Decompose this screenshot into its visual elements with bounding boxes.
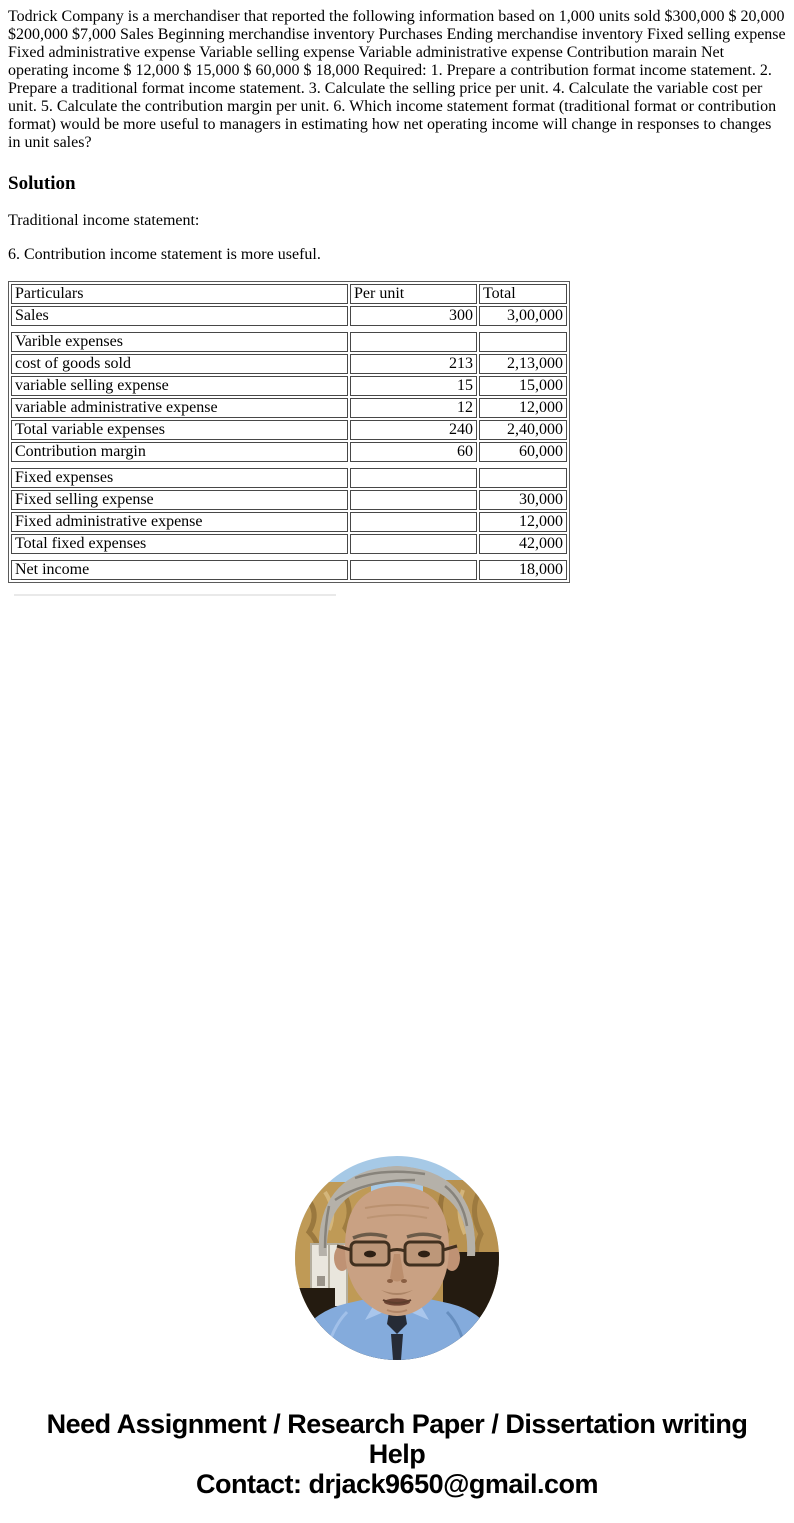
cell-label: Contribution margin <box>11 442 348 462</box>
row-variable-administrative-expense <box>11 398 567 418</box>
cell-per-unit <box>350 534 477 554</box>
table-group-fixed-expenses <box>9 466 569 556</box>
table-group-variable-expenses <box>9 330 569 464</box>
cell-total: 3,00,000 <box>479 306 567 326</box>
cell-label: Total fixed expenses <box>11 534 348 554</box>
profile-photo-illustration <box>295 1156 499 1360</box>
cell-label: Varible expenses <box>11 332 348 352</box>
cell-label: Fixed selling expense <box>11 490 348 510</box>
col-header-particulars: Particulars <box>11 284 348 304</box>
row-contribution-margin <box>11 442 567 462</box>
cell-per-unit: 60 <box>350 442 477 462</box>
table-group-header-sales <box>9 282 569 328</box>
row-sales <box>11 306 567 326</box>
cell-total: 15,000 <box>479 376 567 396</box>
row-net-income <box>11 560 567 580</box>
table-group-net-income <box>9 558 569 582</box>
cell-total: 2,13,000 <box>479 354 567 374</box>
cell-per-unit <box>350 490 477 510</box>
cell-label: Net income <box>11 560 348 580</box>
row-fixed-expenses-header <box>11 468 567 488</box>
cell-per-unit: 213 <box>350 354 477 374</box>
cell-per-unit: 240 <box>350 420 477 440</box>
solution-heading: Solution <box>8 173 76 194</box>
cell-label: variable administrative expense <box>11 398 348 418</box>
footer-heading: Need Assignment / Research Paper / Dissertation writing Help <box>46 1409 748 1469</box>
row-fixed-administrative-expense <box>11 512 567 532</box>
col-header-per-unit: Per unit <box>350 284 477 304</box>
cell-total: 42,000 <box>479 534 567 554</box>
cell-total: 18,000 <box>479 560 567 580</box>
cell-label: variable selling expense <box>11 376 348 396</box>
income-statement-table <box>8 281 570 583</box>
cell-total <box>479 468 567 488</box>
col-header-total: Total <box>479 284 567 304</box>
row-variable-expenses-header <box>11 332 567 352</box>
cell-label: Total variable expenses <box>11 420 348 440</box>
cell-per-unit: 12 <box>350 398 477 418</box>
traditional-statement-note: Traditional income statement: <box>8 212 200 229</box>
row-total-variable-expenses <box>11 420 567 440</box>
row-cost-of-goods-sold <box>11 354 567 374</box>
cell-per-unit <box>350 332 477 352</box>
cell-label: Fixed expenses <box>11 468 348 488</box>
cell-label: Sales <box>11 306 348 326</box>
cell-per-unit: 15 <box>350 376 477 396</box>
profile-photo <box>295 1156 499 1360</box>
footer-banner <box>8 1409 786 1499</box>
cell-total: 60,000 <box>479 442 567 462</box>
cell-per-unit <box>350 512 477 532</box>
cell-per-unit <box>350 468 477 488</box>
cell-total: 12,000 <box>479 512 567 532</box>
row-fixed-selling-expense <box>11 490 567 510</box>
row-variable-selling-expense <box>11 376 567 396</box>
cell-per-unit <box>350 560 477 580</box>
cell-total <box>479 332 567 352</box>
cell-total: 12,000 <box>479 398 567 418</box>
cell-total: 2,40,000 <box>479 420 567 440</box>
contribution-statement-note: 6. Contribution income statement is more useful. <box>8 246 321 263</box>
faint-divider <box>14 594 336 596</box>
table-header-row <box>11 284 567 304</box>
footer-contact-email: Contact: drjack9650@gmail.com <box>196 1469 598 1499</box>
cell-per-unit: 300 <box>350 306 477 326</box>
problem-text: Todrick Company is a merchandiser that reported the following information based on 1,000 units sold $300,000 $ 20,000 $200,000 $7,000 Sales Beginning merchandise inventory Purchases Ending merchandise inventory Fixed selling expense Fixed administrative expense Variable selling expense Variable administrative expense Contribution marain Net operating income $ 12,000 $ 15,000 $ 60,000 $ 18,000 Required: 1. Prepare a contribution format income statement. 2. Prepare a traditional format income statement. 3. Calculate the selling price per unit. 4. Calculate the variable cost per unit. 5. Calculate the contribution margin per unit. 6. Which income statement format (traditional format or contribution format) would be more useful to managers in estimating how net operating income will change in responses to changes in unit sales? <box>8 8 786 151</box>
cell-label: Fixed administrative expense <box>11 512 348 532</box>
cell-label: cost of goods sold <box>11 354 348 374</box>
row-total-fixed-expenses <box>11 534 567 554</box>
cell-total: 30,000 <box>479 490 567 510</box>
